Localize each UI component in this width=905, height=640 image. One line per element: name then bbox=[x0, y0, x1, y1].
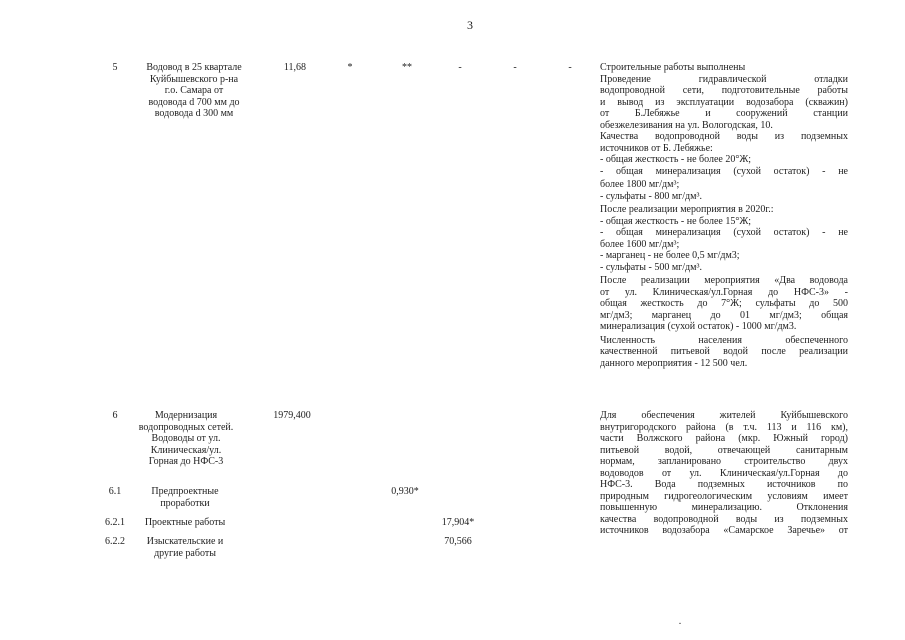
item-name: Изыскательские и другие работы bbox=[146, 536, 224, 559]
description-line: минерализация (сухой остаток) - 1000 мг/дм3. bbox=[600, 321, 797, 332]
description-line: - общая минерализация (сухой остаток) - не bbox=[600, 227, 848, 238]
description-line: обезжелезивания на ул. Вологодская, 10. bbox=[600, 119, 773, 131]
description-line: источников от Б. Лебяжье: bbox=[600, 142, 713, 154]
description bbox=[600, 62, 848, 369]
cell-value: 70,566 bbox=[444, 536, 472, 547]
description-line: водопроводной сети, подготовительные работы bbox=[600, 85, 848, 96]
description-line: от Б.Лебяжье и сооружений станции bbox=[600, 108, 848, 119]
description-line: - общая жесткость - не более 20°Ж; bbox=[600, 154, 752, 165]
description-line: питьевой водой, отвечающей санитарным bbox=[600, 444, 848, 456]
description-line: Проведение гидравлической отладки bbox=[600, 73, 848, 85]
cell-value: - bbox=[458, 62, 462, 73]
description-line: Для обеспечения жителей Куйбышевского bbox=[600, 410, 848, 421]
description-line: внутригородского района (в т.ч. 113 и 116 км), bbox=[600, 421, 848, 433]
cell-value: ** bbox=[402, 62, 412, 73]
description-line: данного мероприятия - 12 500 чел. bbox=[600, 357, 748, 369]
description-line: качества водопроводной воды из подземных bbox=[600, 513, 848, 525]
item-name: Проектные работы bbox=[144, 517, 226, 528]
description-line: - общая минерализация (сухой остаток) - не bbox=[600, 165, 848, 177]
description-line: более 1600 мг/дм³; bbox=[600, 238, 680, 250]
description-line: природным гидрогеологическим условиям имеет bbox=[600, 490, 848, 502]
item-name: Водовод в 25 квартале Куйбышевского р-на г.о. Самара от водовода d 700 мм до водовода d 300 мм bbox=[146, 62, 242, 119]
description-line: мг/дм3; марганец до 01 мг/дм3; общая bbox=[600, 309, 848, 321]
description-line: от ул. Клиническая/ул.Горная до НФС-3» - bbox=[600, 286, 848, 298]
row-number: 6 bbox=[112, 410, 118, 421]
description-line: источников водозабора «Самарское Заречье» от bbox=[600, 525, 848, 536]
description-line: повышенную минерализацию. Отклонения bbox=[600, 502, 848, 513]
description-line: Строительные работы выполнены bbox=[600, 62, 746, 73]
row-number: 6.2.1 bbox=[105, 517, 125, 528]
description-line: более 1800 мг/дм³; bbox=[600, 179, 680, 190]
item-name: Модернизация водопроводных сетей. Водоводы от ул. Клиническая/ул. Горная до НФС-3 bbox=[138, 410, 234, 467]
description bbox=[600, 410, 848, 537]
total-cost: 11,68 bbox=[283, 62, 307, 73]
description-line: - марганец - не более 0,5 мг/дм3; bbox=[600, 250, 740, 261]
cell-value: - bbox=[568, 62, 572, 73]
row-number: 6.2.2 bbox=[105, 536, 125, 547]
cell-value: 17,904* bbox=[441, 517, 475, 528]
description-line: и вывод из эксплуатации водозабора (скважин) bbox=[600, 96, 848, 108]
item-name: Предпроектные проработки bbox=[151, 486, 219, 509]
description-line: После реализации мероприятия «Два водовода bbox=[600, 275, 848, 286]
description-line: водоводов от ул. Клиническая/ул.Горная до bbox=[600, 467, 848, 479]
row-number: 6.1 bbox=[108, 486, 122, 497]
description-line: После реализации мероприятия в 2020г.: bbox=[600, 204, 774, 215]
description-line: качественной питьевой водой после реализации bbox=[600, 346, 848, 357]
footer-mark: . bbox=[678, 616, 682, 627]
page-number: 3 bbox=[467, 18, 473, 32]
description-line: НФС-3. Вода подземных источников по bbox=[600, 479, 848, 490]
total-cost: 1979,400 bbox=[273, 410, 311, 421]
description-line: - общая жесткость - не более 15°Ж; bbox=[600, 215, 752, 227]
description-line: общая жесткость до 7°Ж; сульфаты до 500 bbox=[600, 298, 848, 309]
description-line: Численность населения обеспеченного bbox=[600, 334, 848, 346]
description-line: Качества водопроводной воды из подземных bbox=[600, 131, 848, 142]
cell-value: * bbox=[347, 62, 353, 73]
row-number: 5 bbox=[112, 62, 118, 73]
cell-value: 0,930* bbox=[391, 486, 419, 497]
description-line: - сульфаты - 800 мг/дм³. bbox=[600, 190, 702, 202]
description-line: - сульфаты - 500 мг/дм³. bbox=[600, 261, 702, 273]
description-line: части Волжского района (мкр. Южный город) bbox=[600, 433, 848, 444]
cell-value: - bbox=[513, 62, 517, 73]
description-line: нормам, запланировано строительство двух bbox=[600, 456, 848, 467]
